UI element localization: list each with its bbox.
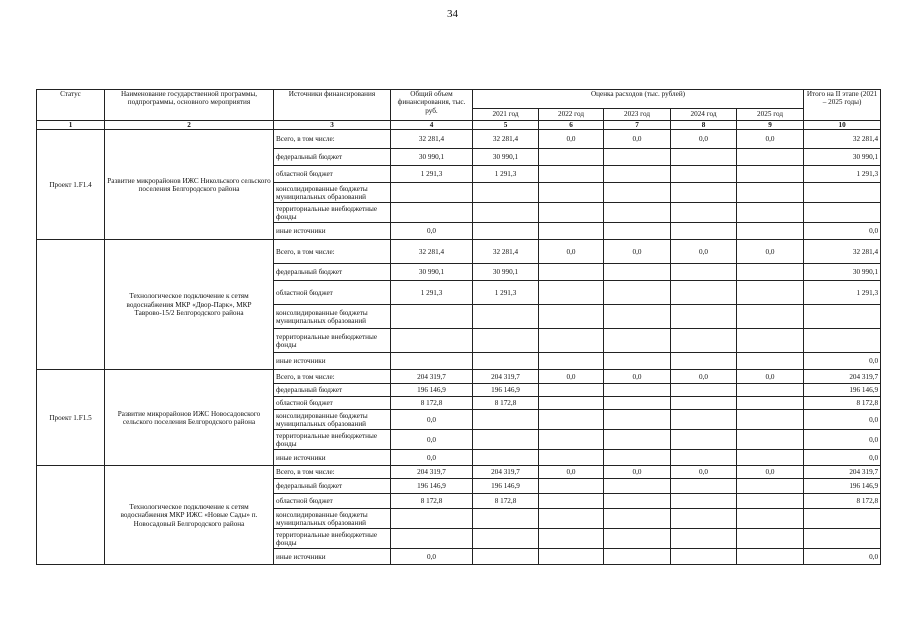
year-amount-cell: 0,0 [604,130,671,149]
year-amount-cell: 8 172,8 [473,397,539,410]
stage-total-cell: 1 291,3 [804,166,881,183]
table-row [37,130,881,149]
year-amount-cell [737,305,804,329]
stage-total-cell [804,329,881,353]
header-year: 2025 год [737,109,804,121]
year-amount-cell: 0,0 [604,240,671,264]
year-amount-cell [737,329,804,353]
year-amount-cell: 1 291,3 [473,281,539,305]
year-amount-cell [671,203,737,223]
stage-total-cell: 0,0 [804,353,881,370]
total-amount-cell [391,305,473,329]
stage-total-cell: 204 319,7 [804,466,881,479]
year-amount-cell [539,384,604,397]
funding-source-cell: Всего, в том числе: [274,240,391,264]
total-amount-cell: 32 281,4 [391,130,473,149]
year-amount-cell [671,479,737,494]
year-amount-cell [473,529,539,549]
year-amount-cell [473,329,539,353]
year-amount-cell: 0,0 [671,466,737,479]
column-number: 8 [671,121,737,130]
status-cell: Проект 1.F1.4 [37,130,105,240]
year-amount-cell: 0,0 [604,466,671,479]
year-amount-cell [671,509,737,529]
column-number: 1 [37,121,105,130]
year-amount-cell: 0,0 [539,130,604,149]
funding-source-cell: федеральный бюджет [274,264,391,281]
funding-source-cell: территориальные внебюджетные фонды [274,203,391,223]
stage-total-cell: 0,0 [804,430,881,450]
year-amount-cell [671,149,737,166]
year-amount-cell [671,183,737,203]
column-number-row [37,121,881,130]
total-amount-cell: 0,0 [391,450,473,466]
total-amount-cell: 0,0 [391,223,473,240]
year-amount-cell [671,529,737,549]
funding-source-cell: консолидированные бюджеты муниципальных образований [274,183,391,203]
column-number: 5 [473,121,539,130]
year-amount-cell [539,509,604,529]
stage-total-cell: 8 172,8 [804,397,881,410]
year-amount-cell [737,450,804,466]
funding-source-cell: территориальные внебюджетные фонды [274,329,391,353]
year-amount-cell [671,223,737,240]
header-year: 2021 год [473,109,539,121]
year-amount-cell [473,183,539,203]
stage-total-cell [804,305,881,329]
total-amount-cell: 0,0 [391,549,473,565]
year-amount-cell [539,529,604,549]
total-amount-cell: 8 172,8 [391,397,473,410]
column-number: 10 [804,121,881,130]
total-amount-cell [391,529,473,549]
year-amount-cell: 0,0 [539,240,604,264]
year-amount-cell [604,494,671,509]
year-amount-cell [604,203,671,223]
year-amount-cell [737,509,804,529]
column-number: 6 [539,121,604,130]
year-amount-cell [539,397,604,410]
year-amount-cell [473,410,539,430]
year-amount-cell [604,353,671,370]
stage-total-cell: 1 291,3 [804,281,881,305]
stage-total-cell [804,183,881,203]
year-amount-cell [671,549,737,565]
year-amount-cell: 32 281,4 [473,130,539,149]
year-amount-cell [539,305,604,329]
year-amount-cell [539,430,604,450]
total-amount-cell: 204 319,7 [391,370,473,384]
year-amount-cell [539,549,604,565]
year-amount-cell [604,397,671,410]
year-amount-cell: 1 291,3 [473,166,539,183]
year-amount-cell [737,549,804,565]
stage-total-cell: 32 281,4 [804,130,881,149]
total-amount-cell: 196 146,9 [391,384,473,397]
total-amount-cell: 30 990,1 [391,264,473,281]
year-amount-cell: 8 172,8 [473,494,539,509]
total-amount-cell [391,353,473,370]
column-number: 3 [274,121,391,130]
year-amount-cell [604,183,671,203]
year-amount-cell [737,479,804,494]
year-amount-cell [671,329,737,353]
year-amount-cell: 196 146,9 [473,479,539,494]
stage-total-cell: 0,0 [804,450,881,466]
total-amount-cell: 196 146,9 [391,479,473,494]
funding-source-cell: областной бюджет [274,397,391,410]
funding-source-cell: Всего, в том числе: [274,130,391,149]
year-amount-cell [671,264,737,281]
stage-total-cell: 196 146,9 [804,479,881,494]
year-amount-cell [539,281,604,305]
year-amount-cell: 0,0 [539,370,604,384]
funding-source-cell: Всего, в том числе: [274,370,391,384]
year-amount-cell [604,509,671,529]
year-amount-cell [539,353,604,370]
year-amount-cell [671,384,737,397]
year-amount-cell [604,281,671,305]
year-amount-cell: 0,0 [539,466,604,479]
year-amount-cell [604,410,671,430]
header-estimate: Оценка расходов (тыс. рублей) [473,90,804,109]
year-amount-cell: 0,0 [737,466,804,479]
total-amount-cell: 30 990,1 [391,149,473,166]
year-amount-cell [737,397,804,410]
year-amount-cell [737,183,804,203]
total-amount-cell: 1 291,3 [391,281,473,305]
funding-source-cell: областной бюджет [274,494,391,509]
stage-total-cell: 0,0 [804,410,881,430]
year-amount-cell [604,305,671,329]
funding-source-cell: областной бюджет [274,281,391,305]
funding-source-cell: областной бюджет [274,166,391,183]
header-total: Общий объем финансирования, тыс. руб. [391,90,473,121]
funding-source-cell: иные источники [274,549,391,565]
status-cell: Проект 1.F1.5 [37,370,105,466]
column-number: 7 [604,121,671,130]
table-row [37,466,881,479]
total-amount-cell: 204 319,7 [391,466,473,479]
year-amount-cell [539,203,604,223]
year-amount-cell [671,281,737,305]
year-amount-cell [539,494,604,509]
year-amount-cell [473,450,539,466]
table-row [37,240,881,264]
year-amount-cell: 0,0 [604,370,671,384]
stage-total-cell: 30 990,1 [804,264,881,281]
year-amount-cell [671,410,737,430]
header-stage-total: Итого на II этапе (2021 – 2025 годы) [804,90,881,121]
year-amount-cell [737,281,804,305]
year-amount-cell: 30 990,1 [473,264,539,281]
stage-total-cell: 0,0 [804,223,881,240]
year-amount-cell [539,329,604,353]
funding-source-cell: территориальные внебюджетные фонды [274,529,391,549]
funding-source-cell: территориальные внебюджетные фонды [274,430,391,450]
year-amount-cell [671,305,737,329]
total-amount-cell: 0,0 [391,410,473,430]
activity-name-cell: Развитие микрорайонов ИЖС Новосадовского сельского поселения Белгородского района [105,370,274,466]
year-amount-cell [604,529,671,549]
table-body [37,130,881,565]
year-amount-cell [737,264,804,281]
year-amount-cell [539,410,604,430]
year-amount-cell [737,223,804,240]
funding-source-cell: консолидированные бюджеты муниципальных образований [274,305,391,329]
year-amount-cell: 32 281,4 [473,240,539,264]
funding-source-cell: иные источники [274,223,391,240]
activity-name-cell: Развитие микрорайонов ИЖС Никольского сельского поселения Белгородского района [105,130,274,240]
year-amount-cell [604,166,671,183]
total-amount-cell: 1 291,3 [391,166,473,183]
year-amount-cell [737,410,804,430]
year-amount-cell [473,223,539,240]
column-number: 9 [737,121,804,130]
year-amount-cell [671,166,737,183]
year-amount-cell [473,549,539,565]
status-cell [37,240,105,370]
year-amount-cell [473,430,539,450]
total-amount-cell [391,203,473,223]
stage-total-cell [804,529,881,549]
table-row [37,370,881,384]
year-amount-cell: 204 319,7 [473,370,539,384]
year-amount-cell: 0,0 [671,240,737,264]
year-amount-cell [737,149,804,166]
column-number: 2 [105,121,274,130]
year-amount-cell [473,353,539,370]
funding-source-cell: федеральный бюджет [274,479,391,494]
stage-total-cell: 0,0 [804,549,881,565]
year-amount-cell [604,223,671,240]
year-amount-cell: 0,0 [671,370,737,384]
year-amount-cell: 0,0 [737,240,804,264]
year-amount-cell [671,353,737,370]
year-amount-cell [539,479,604,494]
year-amount-cell [737,203,804,223]
total-amount-cell [391,329,473,353]
total-amount-cell [391,509,473,529]
year-amount-cell [604,430,671,450]
financing-table [36,89,881,565]
activity-name-cell: Технологическое подключение к сетям водоснабжения МКР ИЖС «Новые Сады» п. Новосадовый Белгородского района [105,466,274,565]
year-amount-cell [604,450,671,466]
year-amount-cell [604,479,671,494]
funding-source-cell: федеральный бюджет [274,384,391,397]
year-amount-cell [737,430,804,450]
year-amount-cell [671,397,737,410]
year-amount-cell [539,166,604,183]
year-amount-cell [473,203,539,223]
year-amount-cell: 0,0 [737,130,804,149]
funding-source-cell: консолидированные бюджеты муниципальных образований [274,509,391,529]
stage-total-cell: 204 319,7 [804,370,881,384]
status-cell [37,466,105,565]
year-amount-cell [539,223,604,240]
stage-total-cell: 8 172,8 [804,494,881,509]
header-year: 2022 год [539,109,604,121]
year-amount-cell [473,305,539,329]
total-amount-cell: 0,0 [391,430,473,450]
total-amount-cell: 32 281,4 [391,240,473,264]
year-amount-cell: 0,0 [671,130,737,149]
year-amount-cell [737,353,804,370]
total-amount-cell: 8 172,8 [391,494,473,509]
year-amount-cell [604,329,671,353]
funding-source-cell: консолидированные бюджеты муниципальных образований [274,410,391,430]
header-name: Наименование государственной программы, подпрограммы, основного мероприятия [105,90,274,121]
stage-total-cell [804,203,881,223]
header-year: 2024 год [671,109,737,121]
activity-name-cell: Технологическое подключение к сетям водоснабжения МКР «Двор-Парк», МКР Таврово-15/2 Белгородского района [105,240,274,370]
year-amount-cell: 0,0 [737,370,804,384]
stage-total-cell: 32 281,4 [804,240,881,264]
stage-total-cell: 30 990,1 [804,149,881,166]
year-amount-cell: 204 319,7 [473,466,539,479]
funding-source-cell: иные источники [274,353,391,370]
header-year: 2023 год [604,109,671,121]
year-amount-cell [737,384,804,397]
header-sources: Источники финансирования [274,90,391,121]
year-amount-cell [604,264,671,281]
year-amount-cell [473,509,539,529]
stage-total-cell [804,509,881,529]
column-number: 4 [391,121,473,130]
year-amount-cell [737,529,804,549]
total-amount-cell [391,183,473,203]
funding-source-cell: Всего, в том числе: [274,466,391,479]
year-amount-cell [671,494,737,509]
year-amount-cell [604,149,671,166]
year-amount-cell [604,384,671,397]
header-status: Статус [37,90,105,121]
funding-source-cell: иные источники [274,450,391,466]
year-amount-cell [539,149,604,166]
year-amount-cell [737,494,804,509]
year-amount-cell [539,264,604,281]
funding-source-cell: федеральный бюджет [274,149,391,166]
year-amount-cell: 196 146,9 [473,384,539,397]
stage-total-cell: 196 146,9 [804,384,881,397]
year-amount-cell [737,166,804,183]
year-amount-cell [604,549,671,565]
page-number: 34 [447,8,458,20]
year-amount-cell: 30 990,1 [473,149,539,166]
year-amount-cell [539,183,604,203]
year-amount-cell [671,430,737,450]
year-amount-cell [539,450,604,466]
year-amount-cell [671,450,737,466]
